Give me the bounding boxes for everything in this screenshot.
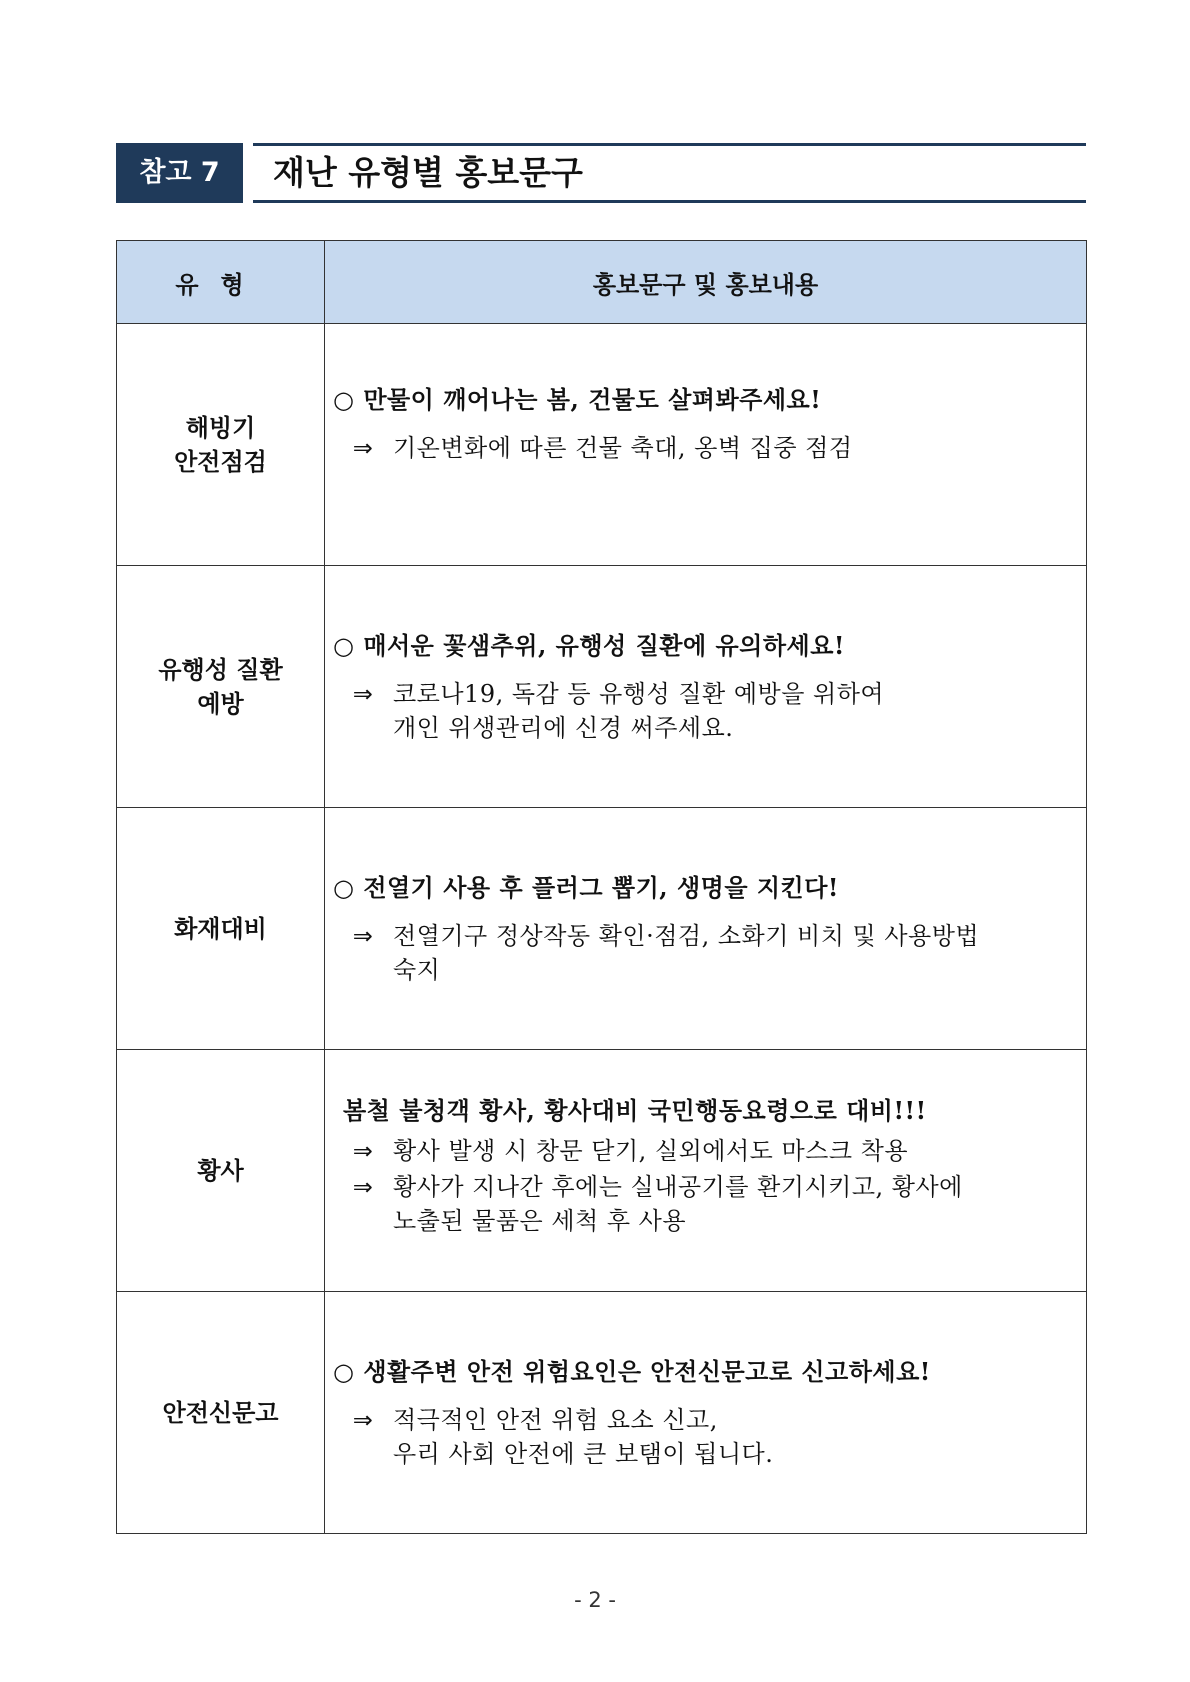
disaster-type-line: 유행성 질환 <box>158 655 283 684</box>
detail-item <box>333 1170 1080 1238</box>
disaster-type-line: 해빙기 <box>185 413 256 442</box>
column-header-type: 유형 <box>117 241 325 324</box>
disaster-type-cell <box>117 566 325 808</box>
reference-badge: 참고 7 <box>116 143 243 203</box>
promotion-content-cell <box>325 1050 1087 1292</box>
disaster-type-line: 예방 <box>197 689 244 718</box>
disaster-type-cell <box>117 324 325 566</box>
slogan <box>333 1355 1080 1389</box>
double-arrow-icon: ⇒ <box>352 679 374 708</box>
double-arrow-icon: ⇒ <box>352 1136 374 1165</box>
table-row <box>117 324 1087 566</box>
disaster-type-line: 안전신문고 <box>162 1398 279 1427</box>
title-bar <box>253 143 1086 203</box>
promotion-content-cell <box>325 1292 1087 1534</box>
table-row <box>117 808 1087 1050</box>
slogan <box>333 383 1080 417</box>
detail-text: 적극적인 안전 위험 요소 신고, <box>393 1405 718 1434</box>
detail-item <box>333 1134 1080 1168</box>
double-arrow-icon: ⇒ <box>352 1172 374 1201</box>
detail-item <box>333 1403 1080 1471</box>
double-arrow-icon: ⇒ <box>352 921 374 950</box>
table-row <box>117 1292 1087 1534</box>
disaster-type-cell <box>117 808 325 1050</box>
disaster-type-line: 화재대비 <box>174 914 267 943</box>
slogan-text: 전열기 사용 후 플러그 뽑기, 생명을 지킨다! <box>363 872 839 902</box>
detail-text: 숙지 <box>393 955 441 984</box>
detail-text: 개인 위생관리에 신경 써주세요. <box>393 713 734 742</box>
disaster-type-cell <box>117 1050 325 1292</box>
double-arrow-icon: ⇒ <box>352 433 374 462</box>
promotion-content-cell <box>325 808 1087 1050</box>
column-header-content: 홍보문구 및 홍보내용 <box>325 241 1087 324</box>
circle-bullet-icon: ○ <box>333 1356 355 1386</box>
table-row <box>117 1050 1087 1292</box>
slogan-text: 봄철 불청객 황사, 황사대비 국민행동요령으로 대비!!! <box>343 1095 927 1125</box>
promotion-table <box>116 240 1087 1534</box>
slogan <box>333 871 1080 905</box>
disaster-type-line: 안전점검 <box>174 447 267 476</box>
page-title: 재난 유형별 홍보문구 <box>273 153 583 192</box>
slogan-text: 생활주변 안전 위험요인은 안전신문고로 신고하세요! <box>363 1356 931 1386</box>
page-number: - 2 - <box>574 1588 616 1612</box>
double-arrow-icon: ⇒ <box>352 1405 374 1434</box>
detail-item <box>333 919 1080 987</box>
circle-bullet-icon: ○ <box>333 630 355 660</box>
slogan-text: 만물이 깨어나는 봄, 건물도 살펴봐주세요! <box>363 384 822 414</box>
detail-item <box>333 431 1080 465</box>
detail-text: 황사 발생 시 창문 닫기, 실외에서도 마스크 착용 <box>393 1136 909 1165</box>
slogan-text: 매서운 꽃샘추위, 유행성 질환에 유의하세요! <box>363 630 845 660</box>
detail-text: 황사가 지나간 후에는 실내공기를 환기시키고, 황사에 <box>393 1172 963 1201</box>
table-row <box>117 566 1087 808</box>
slogan <box>333 1094 1080 1128</box>
detail-text: 우리 사회 안전에 큰 보탬이 됩니다. <box>393 1439 774 1468</box>
section-heading <box>116 143 1086 205</box>
circle-bullet-icon: ○ <box>333 384 355 414</box>
slogan <box>333 629 1080 663</box>
promotion-content-cell <box>325 324 1087 566</box>
detail-text: 기온변화에 따른 건물 축대, 옹벽 집중 점검 <box>393 433 853 462</box>
disaster-type-line: 황사 <box>197 1156 244 1185</box>
detail-text: 전열기구 정상작동 확인·점검, 소화기 비치 및 사용방법 <box>393 921 980 950</box>
detail-text: 코로나19, 독감 등 유행성 질환 예방을 위하여 <box>393 679 885 708</box>
circle-bullet-icon: ○ <box>333 872 355 902</box>
promotion-content-cell <box>325 566 1087 808</box>
detail-text: 노출된 물품은 세척 후 사용 <box>393 1206 687 1235</box>
table-header-row <box>117 241 1087 324</box>
disaster-type-cell <box>117 1292 325 1534</box>
detail-item <box>333 677 1080 745</box>
